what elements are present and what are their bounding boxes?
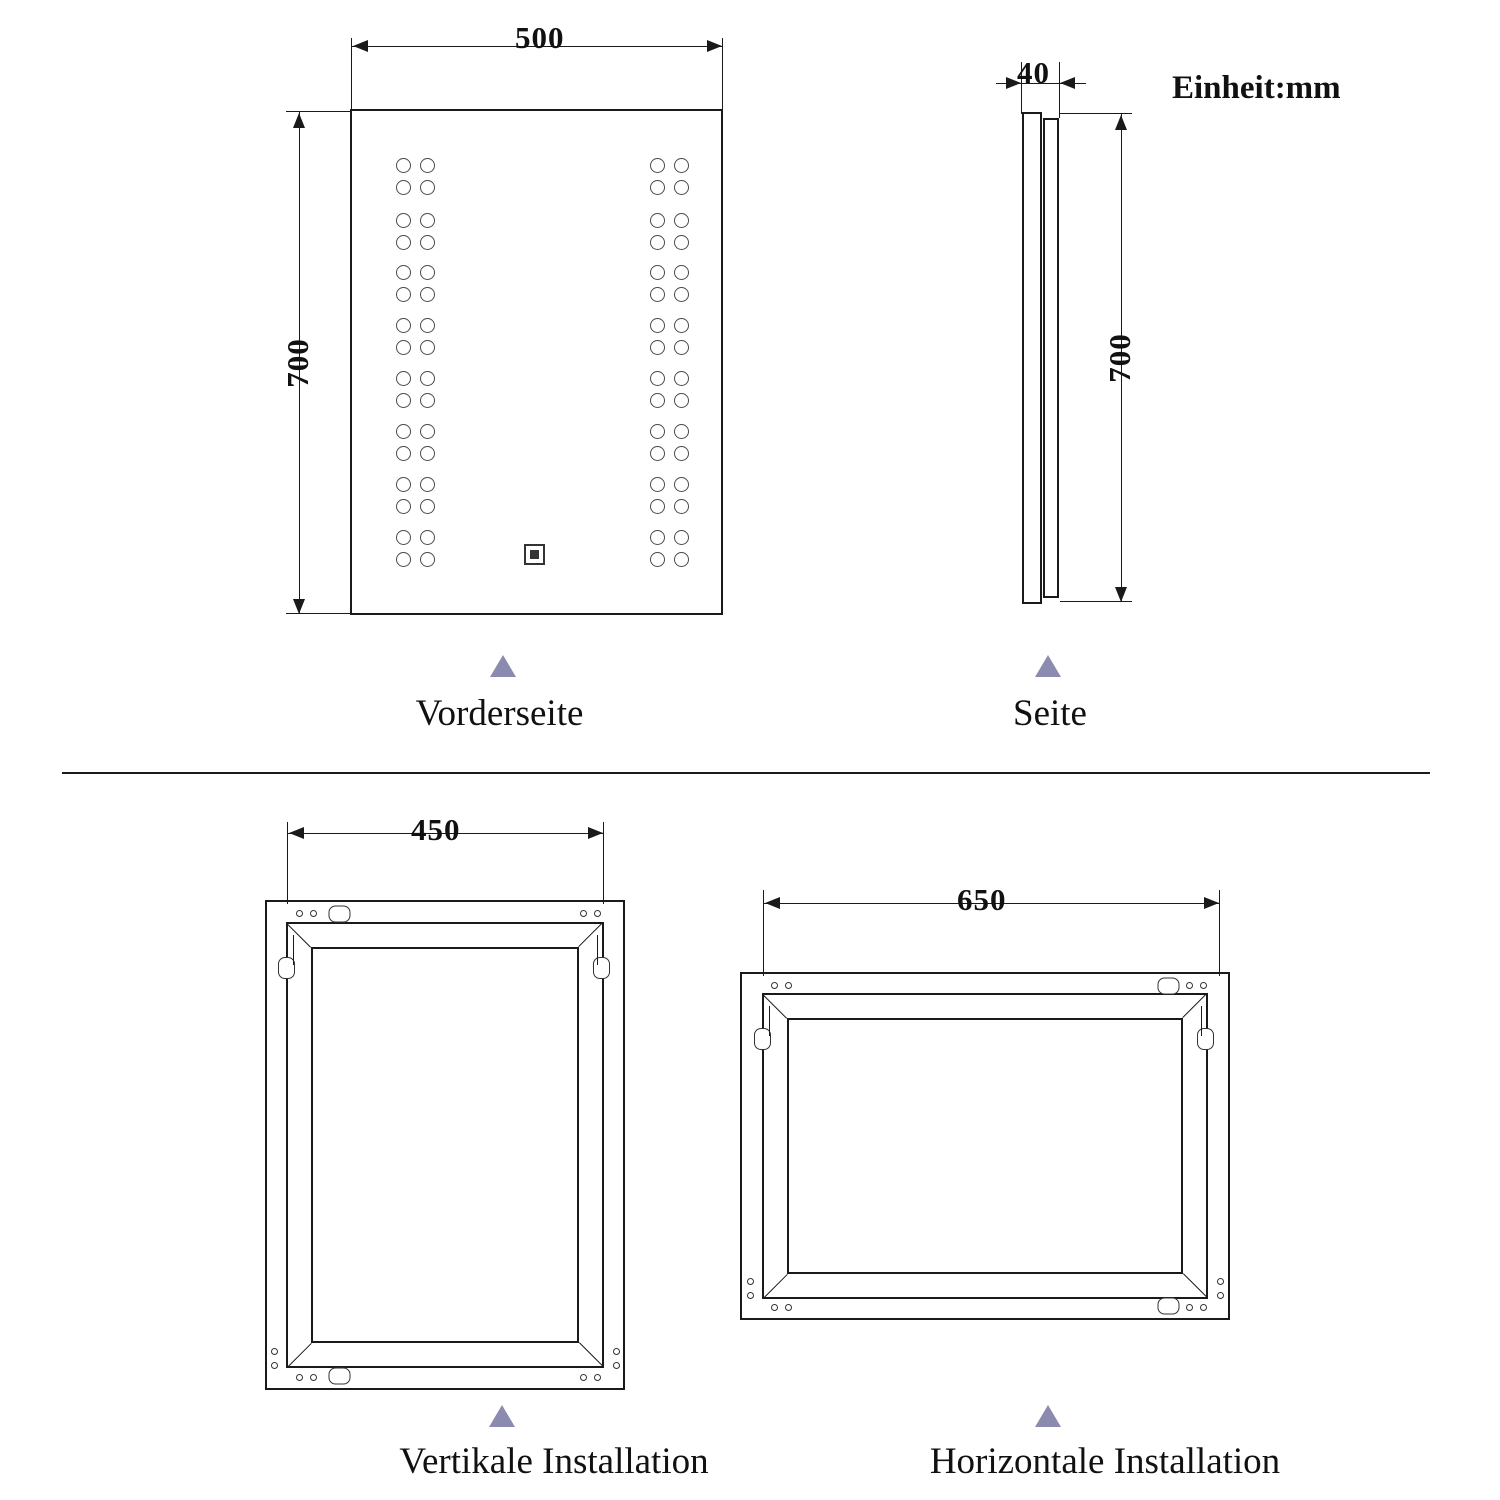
- ext-line-front-top: [286, 111, 350, 112]
- arrow-up-side-height: [1115, 115, 1127, 130]
- arrow-left-front-width: [353, 40, 368, 52]
- arrow-down-side-height: [1115, 587, 1127, 602]
- horizontal-bracket-aperture: [787, 1018, 1183, 1274]
- ext-line-side-top: [1060, 113, 1132, 114]
- arrow-right-front-width: [707, 40, 722, 52]
- caption-vertical-install: Vertikale Installation: [399, 1441, 709, 1482]
- caption-front-view: Vorderseite: [415, 693, 584, 734]
- screw-hole: [613, 1362, 620, 1369]
- screw-hole: [296, 1374, 303, 1381]
- bracket-clip: [1158, 1298, 1180, 1315]
- screw-hole: [310, 910, 317, 917]
- vertical-bracket-aperture: [311, 947, 579, 1343]
- screw-hole: [771, 1304, 778, 1311]
- bracket-clip: [593, 957, 610, 979]
- arrow-right-vbracket-width: [588, 827, 603, 839]
- dim-front-height: 700: [280, 338, 315, 388]
- mirror-side-glass: [1043, 118, 1059, 598]
- dim-front-width: 500: [515, 20, 565, 55]
- ext-line-vbracket-left: [287, 822, 288, 904]
- screw-hole: [1186, 982, 1193, 989]
- screw-hole: [580, 1374, 587, 1381]
- bracket-slot-line: [597, 935, 598, 965]
- screw-hole: [747, 1292, 754, 1299]
- screw-hole: [594, 1374, 601, 1381]
- touch-sensor-icon: [524, 544, 545, 565]
- horizontal-install-marker-icon: [1035, 1405, 1061, 1427]
- screw-hole: [613, 1348, 620, 1355]
- arrow-left-side-depth: [1060, 77, 1075, 89]
- screw-hole: [771, 982, 778, 989]
- arrow-up-front-height: [293, 113, 305, 128]
- arrow-down-front-height: [293, 599, 305, 614]
- bracket-slot-line: [1201, 1006, 1202, 1036]
- bracket-slot-line: [769, 1006, 770, 1036]
- screw-hole: [785, 982, 792, 989]
- caption-horizontal-install: Horizontale Installation: [929, 1441, 1281, 1482]
- bracket-clip: [329, 906, 351, 923]
- screw-hole: [310, 1374, 317, 1381]
- front-view-marker-icon: [490, 655, 516, 677]
- arrow-left-hbracket-width: [765, 897, 780, 909]
- dim-horizontal-bracket-width: 650: [957, 882, 1007, 917]
- bracket-slot-line: [293, 935, 294, 965]
- mirror-side-body: [1022, 112, 1042, 604]
- side-view-marker-icon: [1035, 655, 1061, 677]
- arrow-right-hbracket-width: [1204, 897, 1219, 909]
- screw-hole: [747, 1278, 754, 1285]
- dim-vertical-bracket-width: 450: [411, 812, 461, 847]
- dim-side-depth: 40: [1017, 55, 1050, 90]
- bracket-clip: [1158, 978, 1180, 995]
- screw-hole: [580, 910, 587, 917]
- screw-hole: [1186, 1304, 1193, 1311]
- vertical-install-marker-icon: [489, 1405, 515, 1427]
- section-divider: [62, 772, 1430, 774]
- bracket-clip: [1197, 1028, 1214, 1050]
- screw-hole: [1200, 982, 1207, 989]
- caption-side-view: Seite: [1013, 693, 1087, 734]
- screw-hole: [594, 910, 601, 917]
- arrow-left-vbracket-width: [289, 827, 304, 839]
- ext-line-front-right: [722, 38, 723, 110]
- screw-hole: [271, 1362, 278, 1369]
- ext-line-front-left: [351, 38, 352, 110]
- screw-hole: [296, 910, 303, 917]
- screw-hole: [271, 1348, 278, 1355]
- screw-hole: [1200, 1304, 1207, 1311]
- ext-line-vbracket-right: [603, 822, 604, 904]
- screw-hole: [1217, 1278, 1224, 1285]
- unit-note: Einheit:mm: [1172, 70, 1341, 106]
- dim-side-height: 700: [1102, 333, 1137, 383]
- screw-hole: [785, 1304, 792, 1311]
- ext-line-side-right: [1059, 62, 1060, 118]
- screw-hole: [1217, 1292, 1224, 1299]
- bracket-clip: [329, 1368, 351, 1385]
- ext-line-hbracket-right: [1219, 890, 1220, 976]
